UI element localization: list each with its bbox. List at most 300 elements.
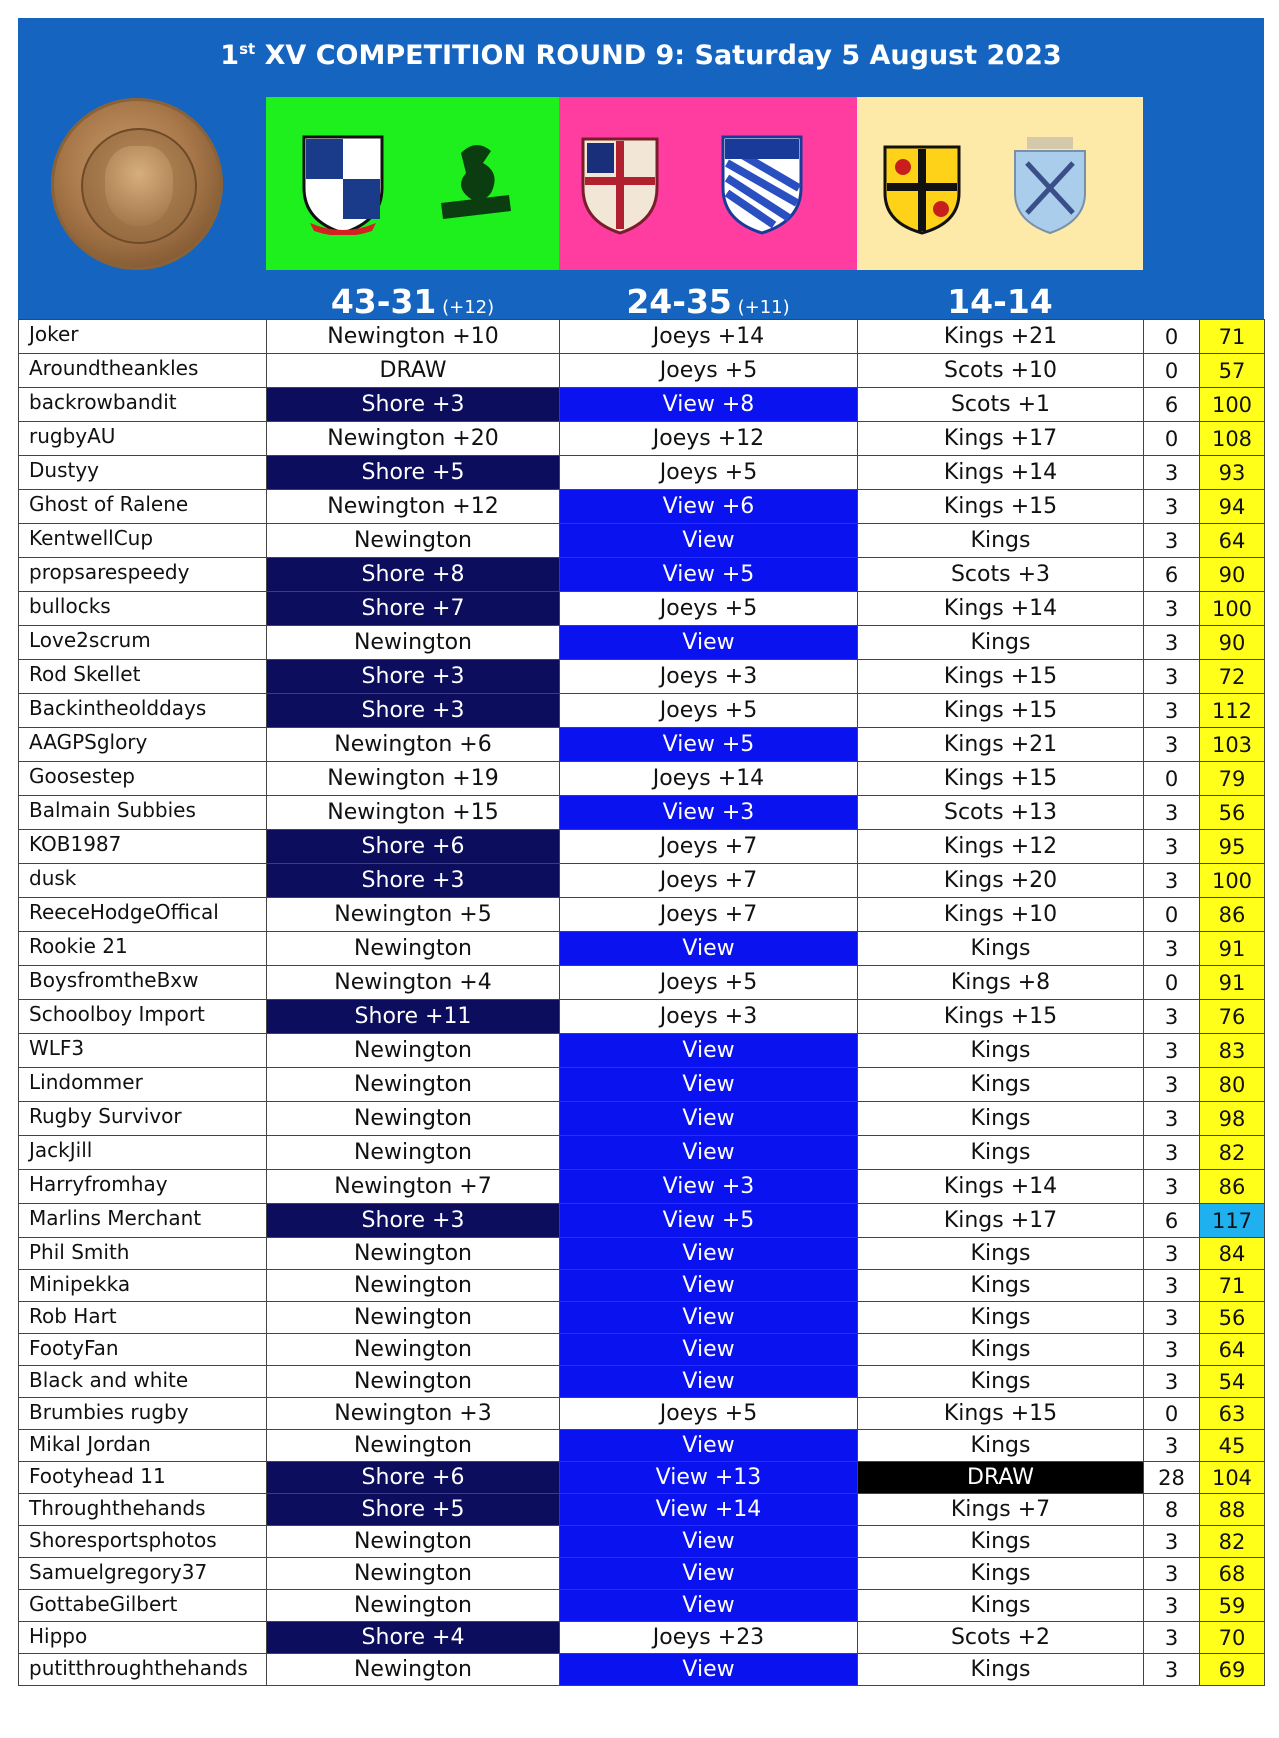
match-3-tip: Kings +17 (858, 1204, 1144, 1238)
table-row (19, 558, 1265, 592)
match-1-tip: Newington (267, 1430, 560, 1462)
match-2-tip: Joeys +3 (560, 660, 858, 694)
round-points: 8 (1144, 1494, 1200, 1526)
table-row (19, 354, 1265, 388)
player-name: KOB1987 (19, 830, 267, 864)
total-points: 82 (1200, 1136, 1265, 1170)
total-points: 88 (1200, 1494, 1265, 1526)
table-row (19, 1366, 1265, 1398)
player-name: Throughthehands (19, 1494, 267, 1526)
round-points: 3 (1144, 1526, 1200, 1558)
player-name: Mikal Jordan (19, 1430, 267, 1462)
round-points: 3 (1144, 660, 1200, 694)
match-1-tip: Newington (267, 1136, 560, 1170)
match-2-tip: View +3 (560, 1170, 858, 1204)
table-row (19, 660, 1265, 694)
match-3-tip: Kings +15 (858, 490, 1144, 524)
table-row (19, 626, 1265, 660)
match-1-tip: Shore +7 (267, 592, 560, 626)
scots-crest-icon (879, 133, 965, 235)
match-2-tip: View (560, 1302, 858, 1334)
match-1-tip: Shore +3 (267, 1204, 560, 1238)
match-2-tip: View (560, 1034, 858, 1068)
match-3-tip: Kings (858, 1366, 1144, 1398)
match-1-tip: Newington (267, 1558, 560, 1590)
player-name: putitthroughthehands (19, 1654, 267, 1686)
match-3-tip: Kings +14 (858, 1170, 1144, 1204)
round-points: 3 (1144, 1136, 1200, 1170)
match-1-tip: Newington (267, 626, 560, 660)
round-points: 3 (1144, 1590, 1200, 1622)
match-2-tip: View (560, 1068, 858, 1102)
match-1-tip: Newington +4 (267, 966, 560, 1000)
player-name: propsarespeedy (19, 558, 267, 592)
match-2-tip: View (560, 1238, 858, 1270)
match-2-tip: Joeys +12 (560, 422, 858, 456)
match-1-tip: Newington +7 (267, 1170, 560, 1204)
match-3-tip: Kings +14 (858, 456, 1144, 490)
match-1-tip: Newington +15 (267, 796, 560, 830)
round-points: 3 (1144, 830, 1200, 864)
total-points: 69 (1200, 1654, 1265, 1686)
match-3-tip: Scots +3 (858, 558, 1144, 592)
table-row (19, 1558, 1265, 1590)
table-row (19, 1102, 1265, 1136)
round-points: 3 (1144, 456, 1200, 490)
table-row (19, 1136, 1265, 1170)
total-points: 91 (1200, 932, 1265, 966)
match-2-tip: View +5 (560, 558, 858, 592)
match-2-tip: View (560, 1102, 858, 1136)
table-row (19, 1494, 1265, 1526)
tipping-sheet (18, 18, 1264, 1686)
match-1-tip: Newington (267, 1334, 560, 1366)
match-3-tip: Kings (858, 932, 1144, 966)
player-name: dusk (19, 864, 267, 898)
match-2-tip: View +5 (560, 728, 858, 762)
match-2-tip: View +13 (560, 1462, 858, 1494)
match-2-tip: View (560, 932, 858, 966)
total-points: 100 (1200, 592, 1265, 626)
match-1-tip: Newington +20 (267, 422, 560, 456)
player-name: Ghost of Ralene (19, 490, 267, 524)
match-3-crests (857, 97, 1143, 270)
player-name: Samuelgregory37 (19, 1558, 267, 1590)
match-2-tip: Joeys +14 (560, 762, 858, 796)
tips-table (18, 319, 1265, 1686)
round-points: 3 (1144, 1622, 1200, 1654)
match-2-tip: View (560, 1590, 858, 1622)
match-3-tip: Kings (858, 1654, 1144, 1686)
match-3-tip: DRAW (858, 1462, 1144, 1494)
player-name: Joker (19, 320, 267, 354)
match-1-tip: Newington +12 (267, 490, 560, 524)
total-points: 70 (1200, 1622, 1265, 1654)
player-name: Goosestep (19, 762, 267, 796)
match-1-tip: Newington (267, 1654, 560, 1686)
total-points: 86 (1200, 1170, 1265, 1204)
player-name: Phil Smith (19, 1238, 267, 1270)
round-points: 3 (1144, 1654, 1200, 1686)
match-1-tip: Newington (267, 1526, 560, 1558)
round-points: 28 (1144, 1462, 1200, 1494)
round-points: 3 (1144, 1034, 1200, 1068)
table-row (19, 1334, 1265, 1366)
table-row (19, 456, 1265, 490)
table-row (19, 1238, 1265, 1270)
player-name: BoysfromtheBxw (19, 966, 267, 1000)
match-3-tip: Kings (858, 626, 1144, 660)
table-row (19, 320, 1265, 354)
total-points: 94 (1200, 490, 1265, 524)
match-1-tip: Shore +3 (267, 388, 560, 422)
match-3-tip: Kings +15 (858, 762, 1144, 796)
player-name: FootyFan (19, 1334, 267, 1366)
round-points: 3 (1144, 1102, 1200, 1136)
match-1-tip: Shore +3 (267, 660, 560, 694)
table-row (19, 864, 1265, 898)
total-points: 63 (1200, 1398, 1265, 1430)
total-points: 68 (1200, 1558, 1265, 1590)
round-points: 3 (1144, 1170, 1200, 1204)
match-1-tip: Newington (267, 1034, 560, 1068)
match-1-crests (266, 97, 559, 270)
match-1-tip: Newington (267, 1270, 560, 1302)
match-3-tip: Kings +20 (858, 864, 1144, 898)
total-points: 86 (1200, 898, 1265, 932)
match-1-tip: Shore +4 (267, 1622, 560, 1654)
total-points: 45 (1200, 1430, 1265, 1462)
table-row (19, 1526, 1265, 1558)
table-row (19, 1398, 1265, 1430)
total-points: 100 (1200, 864, 1265, 898)
player-name: Hippo (19, 1622, 267, 1654)
total-points: 108 (1200, 422, 1265, 456)
player-name: Love2scrum (19, 626, 267, 660)
match-2-tip: Joeys +7 (560, 864, 858, 898)
round-points: 3 (1144, 1068, 1200, 1102)
total-points: 72 (1200, 660, 1265, 694)
match-2-tip: View (560, 1430, 858, 1462)
match-2-tip: View (560, 1558, 858, 1590)
match-1-tip: Newington +5 (267, 898, 560, 932)
match-2-tip: Joeys +5 (560, 354, 858, 388)
match-3-tip: Kings (858, 1302, 1144, 1334)
round-points: 3 (1144, 1430, 1200, 1462)
player-name: Balmain Subbies (19, 796, 267, 830)
table-row (19, 388, 1265, 422)
total-points: 83 (1200, 1034, 1265, 1068)
match-2-tip: Joeys +23 (560, 1622, 858, 1654)
table-row (19, 966, 1265, 1000)
association-medal-logo (51, 98, 223, 270)
total-points: 117 (1200, 1204, 1265, 1238)
newington-crest-icon (431, 133, 517, 235)
player-name: Minipekka (19, 1270, 267, 1302)
match-2-tip: View (560, 1654, 858, 1686)
table-row (19, 592, 1265, 626)
table-row (19, 728, 1265, 762)
player-name: Dustyy (19, 456, 267, 490)
round-points: 3 (1144, 728, 1200, 762)
table-row (19, 524, 1265, 558)
player-name: Footyhead 11 (19, 1462, 267, 1494)
player-name: Schoolboy Import (19, 1000, 267, 1034)
total-points: 79 (1200, 762, 1265, 796)
match-2-tip: View (560, 524, 858, 558)
player-name: Harryfromhay (19, 1170, 267, 1204)
match-1-tip: Newington (267, 932, 560, 966)
table-row (19, 1302, 1265, 1334)
match-2-tip: View (560, 1136, 858, 1170)
player-name: JackJill (19, 1136, 267, 1170)
round-points: 3 (1144, 626, 1200, 660)
total-points: 54 (1200, 1366, 1265, 1398)
match-1-tip: Shore +5 (267, 456, 560, 490)
round-points: 3 (1144, 1366, 1200, 1398)
round-points: 3 (1144, 524, 1200, 558)
match-3-tip: Kings +8 (858, 966, 1144, 1000)
round-points: 0 (1144, 422, 1200, 456)
match-2-tip: View (560, 1526, 858, 1558)
kings-crest-icon (1007, 133, 1093, 235)
total-points: 57 (1200, 354, 1265, 388)
player-name: bullocks (19, 592, 267, 626)
match-3-tip: Scots +2 (858, 1622, 1144, 1654)
match-2-tip: View (560, 1270, 858, 1302)
match-2-tip: Joeys +3 (560, 1000, 858, 1034)
total-points: 112 (1200, 694, 1265, 728)
player-name: backrowbandit (19, 388, 267, 422)
total-points: 104 (1200, 1462, 1265, 1494)
match-2-tip: Joeys +5 (560, 1398, 858, 1430)
total-points: 56 (1200, 796, 1265, 830)
player-name: Lindommer (19, 1068, 267, 1102)
player-name: WLF3 (19, 1034, 267, 1068)
round-points: 3 (1144, 796, 1200, 830)
round-points: 6 (1144, 1204, 1200, 1238)
total-points: 80 (1200, 1068, 1265, 1102)
match-1-tip: Newington (267, 1366, 560, 1398)
match-3-tip: Kings (858, 1136, 1144, 1170)
round-points: 3 (1144, 932, 1200, 966)
match-2-score: 24-35 (+11) (626, 282, 790, 321)
table-row (19, 1590, 1265, 1622)
total-points: 95 (1200, 830, 1265, 864)
total-points: 56 (1200, 1302, 1265, 1334)
match-2-crests (559, 97, 857, 270)
round-points: 3 (1144, 592, 1200, 626)
round-points: 0 (1144, 762, 1200, 796)
round-points: 6 (1144, 388, 1200, 422)
match-3-tip: Kings (858, 1068, 1144, 1102)
match-1-tip: Newington (267, 1238, 560, 1270)
match-3-tip: Kings (858, 1238, 1144, 1270)
match-1-tip: Shore +6 (267, 1462, 560, 1494)
match-2-tip: View (560, 1366, 858, 1398)
match-3-tip: Kings (858, 1334, 1144, 1366)
match-2-tip: Joeys +7 (560, 898, 858, 932)
player-name: rugbyAU (19, 422, 267, 456)
total-points: 100 (1200, 388, 1265, 422)
player-name: Aroundtheankles (19, 354, 267, 388)
match-2-tip: Joeys +14 (560, 320, 858, 354)
round-points: 3 (1144, 1270, 1200, 1302)
round-points: 3 (1144, 1558, 1200, 1590)
match-3-tip: Kings (858, 1558, 1144, 1590)
player-name: GottabeGilbert (19, 1590, 267, 1622)
total-points: 71 (1200, 320, 1265, 354)
match-3-tip: Scots +1 (858, 388, 1144, 422)
match-3-tip: Kings (858, 1526, 1144, 1558)
round-points: 3 (1144, 864, 1200, 898)
round-points: 3 (1144, 1238, 1200, 1270)
match-3-tip: Kings +15 (858, 694, 1144, 728)
match-1-tip: Newington +3 (267, 1398, 560, 1430)
match-2-tip: Joeys +5 (560, 966, 858, 1000)
player-name: Shoresportsphotos (19, 1526, 267, 1558)
round-points: 0 (1144, 320, 1200, 354)
player-name: KentwellCup (19, 524, 267, 558)
match-3-tip: Scots +10 (858, 354, 1144, 388)
player-name: Backintheolddays (19, 694, 267, 728)
total-points: 71 (1200, 1270, 1265, 1302)
match-3-tip: Kings +15 (858, 1000, 1144, 1034)
match-1-tip: Shore +3 (267, 864, 560, 898)
match-2-tip: View +5 (560, 1204, 858, 1238)
shore-crest-icon (300, 133, 386, 235)
total-points: 76 (1200, 1000, 1265, 1034)
total-points: 84 (1200, 1238, 1265, 1270)
match-2-tip: View (560, 626, 858, 660)
round-points: 0 (1144, 354, 1200, 388)
match-1-tip: Newington (267, 1590, 560, 1622)
round-points: 3 (1144, 490, 1200, 524)
table-row (19, 898, 1265, 932)
match-1-score: 43-31 (+12) (330, 282, 495, 321)
match-2-tip: View +14 (560, 1494, 858, 1526)
table-row (19, 694, 1265, 728)
total-points: 98 (1200, 1102, 1265, 1136)
round-points: 3 (1144, 1302, 1200, 1334)
header (18, 18, 1264, 319)
table-row (19, 796, 1265, 830)
total-points: 93 (1200, 456, 1265, 490)
player-name: Brumbies rugby (19, 1398, 267, 1430)
player-name: Rookie 21 (19, 932, 267, 966)
match-3-tip: Kings +15 (858, 660, 1144, 694)
match-1-tip: Newington (267, 524, 560, 558)
match-3-tip: Scots +13 (858, 796, 1144, 830)
total-points: 64 (1200, 1334, 1265, 1366)
match-2-tip: Joeys +5 (560, 694, 858, 728)
match-3-tip: Kings (858, 1590, 1144, 1622)
riverview-crest-icon (719, 133, 805, 235)
table-row (19, 1462, 1265, 1494)
player-name: Rugby Survivor (19, 1102, 267, 1136)
total-points: 82 (1200, 1526, 1265, 1558)
page-title: 1st XV COMPETITION ROUND 9: Saturday 5 August 2023 (220, 40, 1062, 71)
match-3-tip: Kings (858, 1430, 1144, 1462)
total-points: 90 (1200, 626, 1265, 660)
match-2-tip: View (560, 1334, 858, 1366)
match-3-tip: Kings +12 (858, 830, 1144, 864)
round-points: 0 (1144, 966, 1200, 1000)
match-3-tip: Kings +10 (858, 898, 1144, 932)
table-row (19, 1654, 1265, 1686)
match-3-tip: Kings +7 (858, 1494, 1144, 1526)
match-3-tip: Kings +21 (858, 728, 1144, 762)
table-row (19, 762, 1265, 796)
round-points: 6 (1144, 558, 1200, 592)
table-row (19, 1270, 1265, 1302)
round-points: 3 (1144, 694, 1200, 728)
total-points: 59 (1200, 1590, 1265, 1622)
match-1-tip: Shore +8 (267, 558, 560, 592)
match-2-tip: Joeys +7 (560, 830, 858, 864)
match-3-tip: Kings +15 (858, 1398, 1144, 1430)
match-1-tip: Newington +6 (267, 728, 560, 762)
match-1-tip: Newington (267, 1302, 560, 1334)
table-row (19, 1170, 1265, 1204)
match-1-tip: Newington +19 (267, 762, 560, 796)
match-3-tip: Kings (858, 1270, 1144, 1302)
match-3-score: 14-14 (947, 282, 1053, 321)
round-points: 0 (1144, 1398, 1200, 1430)
match-1-tip: Newington +10 (267, 320, 560, 354)
player-name: ReeceHodgeOffical (19, 898, 267, 932)
player-name: Rod Skellet (19, 660, 267, 694)
total-points: 103 (1200, 728, 1265, 762)
player-name: AAGPSglory (19, 728, 267, 762)
table-row (19, 1622, 1265, 1654)
match-1-tip: Shore +5 (267, 1494, 560, 1526)
total-points: 90 (1200, 558, 1265, 592)
match-1-tip: Newington (267, 1068, 560, 1102)
table-row (19, 422, 1265, 456)
table-row (19, 1430, 1265, 1462)
total-points: 91 (1200, 966, 1265, 1000)
player-name: Rob Hart (19, 1302, 267, 1334)
match-1-tip: Shore +3 (267, 694, 560, 728)
match-2-tip: View +3 (560, 796, 858, 830)
table-row (19, 1204, 1265, 1238)
round-points: 0 (1144, 898, 1200, 932)
total-points: 64 (1200, 524, 1265, 558)
match-3-tip: Kings +14 (858, 592, 1144, 626)
match-2-tip: Joeys +5 (560, 456, 858, 490)
match-2-tip: View +6 (560, 490, 858, 524)
match-2-tip: View +8 (560, 388, 858, 422)
player-name: Marlins Merchant (19, 1204, 267, 1238)
table-row (19, 1000, 1265, 1034)
player-name: Black and white (19, 1366, 267, 1398)
match-3-tip: Kings (858, 1102, 1144, 1136)
round-points: 3 (1144, 1000, 1200, 1034)
match-1-tip: Newington (267, 1102, 560, 1136)
table-row (19, 932, 1265, 966)
match-1-tip: Shore +11 (267, 1000, 560, 1034)
table-row (19, 1034, 1265, 1068)
match-1-tip: Shore +6 (267, 830, 560, 864)
table-row (19, 830, 1265, 864)
match-3-tip: Kings +17 (858, 422, 1144, 456)
table-row (19, 1068, 1265, 1102)
round-points: 3 (1144, 1334, 1200, 1366)
match-3-tip: Kings +21 (858, 320, 1144, 354)
match-3-tip: Kings (858, 1034, 1144, 1068)
match-3-tip: Kings (858, 524, 1144, 558)
